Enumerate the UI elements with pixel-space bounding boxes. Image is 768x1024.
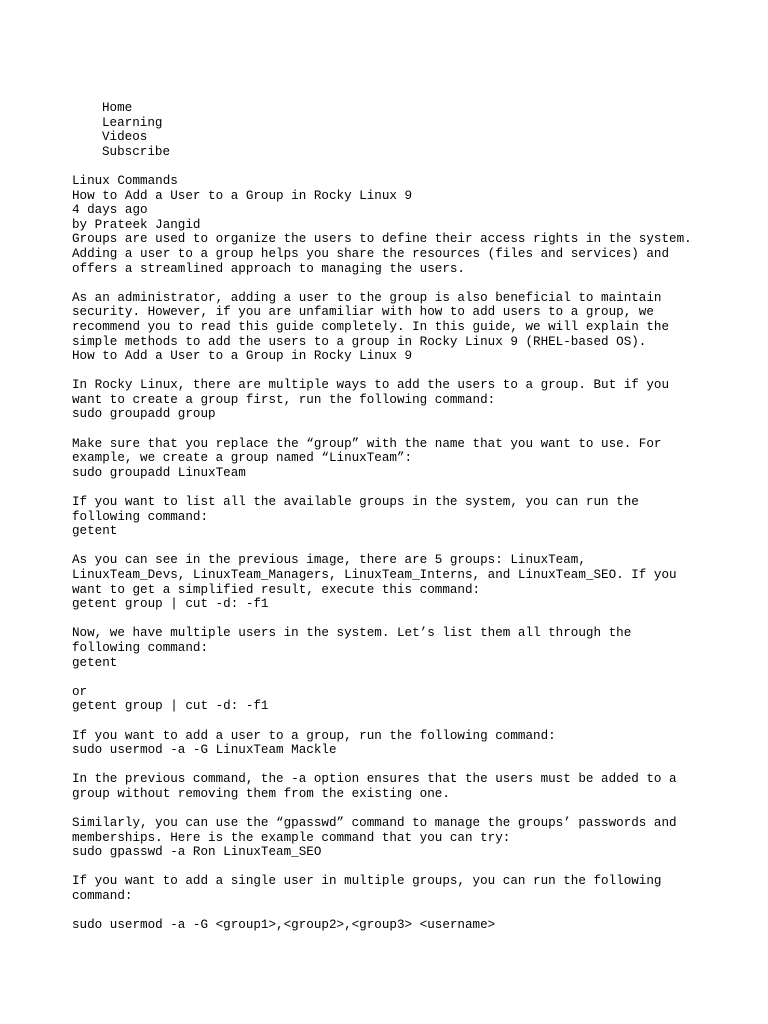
text-line: following command:	[72, 640, 209, 655]
nav-videos-link[interactable]: Videos	[102, 130, 148, 145]
code-getent-users: getent	[72, 655, 118, 670]
spacer	[72, 758, 712, 773]
text-line: Adding a user to a group helps you share the resources (files and services) and	[72, 246, 670, 261]
text-line: simple methods to add the users to a group in Rocky Linux 9 (RHEL-based OS).	[72, 334, 647, 349]
nav-learning-link[interactable]: Learning	[102, 115, 163, 130]
paragraph-4	[72, 437, 712, 466]
spacer	[72, 276, 712, 291]
code-usermod-multi: sudo usermod -a -G <group1>,<group2>,<group3> <username>	[72, 918, 496, 933]
text-line: Similarly, you can use the “gpasswd” command to manage the groups’ passwords and	[72, 816, 677, 831]
spacer	[72, 860, 712, 875]
paragraph-2	[72, 291, 712, 349]
code-gpasswd: sudo gpasswd -a Ron LinuxTeam_SEO	[72, 845, 322, 860]
paragraph-11	[72, 874, 712, 903]
spacer	[72, 364, 712, 379]
text-line: Now, we have multiple users in the system. Let’s list them all through the	[72, 626, 632, 641]
paragraph-7	[72, 626, 712, 655]
spacer	[72, 539, 712, 554]
spacer	[72, 670, 712, 685]
text-line: want to get a simplified result, execute this command:	[72, 582, 481, 597]
spacer	[72, 480, 712, 495]
code-getent-cut: getent group | cut -d: -f1	[72, 597, 269, 612]
section-heading: How to Add a User to a Group in Rocky Linux 9	[72, 349, 413, 364]
text-line: Groups are used to organize the users to define their access rights in the system.	[72, 232, 692, 247]
code-groupadd-linuxteam: sudo groupadd LinuxTeam	[72, 465, 246, 480]
site-nav	[72, 101, 712, 159]
text-line: command:	[72, 889, 133, 904]
text-line: In Rocky Linux, there are multiple ways to add the users to a group. But if you	[72, 378, 670, 393]
spacer	[72, 422, 712, 437]
or-text: or	[72, 684, 88, 699]
text-line: recommend you to read this guide completely. In this guide, we will explain the	[72, 319, 670, 334]
text-line: LinuxTeam_Devs, LinuxTeam_Managers, LinuxTeam_Interns, and LinuxTeam_SEO. If you	[72, 568, 677, 582]
text-line: memberships. Here is the example command that you can try:	[72, 830, 511, 845]
code-groupadd-group: sudo groupadd group	[72, 407, 216, 422]
spacer	[72, 802, 712, 817]
paragraph-3	[72, 378, 712, 407]
text-line: group without removing them from the existing one.	[72, 786, 450, 801]
text-line: want to create a group first, run the following command:	[72, 392, 496, 407]
text-line: If you want to add a single user in multiple groups, you can run the following	[72, 874, 662, 889]
text-line: offers a streamlined approach to managing the users.	[72, 261, 465, 276]
nav-subscribe-link[interactable]: Subscribe	[102, 144, 171, 159]
post-date: 4 days ago	[72, 203, 148, 218]
paragraph-10	[72, 816, 712, 845]
text-line: example, we create a group named “LinuxTeam”:	[72, 451, 413, 466]
page-content	[72, 101, 712, 933]
intro-paragraph	[72, 232, 712, 276]
code-getent-cut-2: getent group | cut -d: -f1	[72, 699, 269, 714]
code-usermod: sudo usermod -a -G LinuxTeam Mackle	[72, 743, 337, 758]
article-title: How to Add a User to a Group in Rocky Linux 9	[72, 188, 413, 203]
article	[72, 174, 712, 933]
spacer	[72, 714, 712, 729]
category-link[interactable]: Linux Commands	[72, 173, 178, 188]
text-line: As an administrator, adding a user to the group is also beneficial to maintain	[72, 290, 662, 305]
text-line: If you want to list all the available groups in the system, you can run the	[72, 495, 639, 510]
paragraph-8: If you want to add a user to a group, run the following command:	[72, 728, 556, 743]
code-getent: getent	[72, 524, 118, 539]
text-line: In the previous command, the -a option ensures that the users must be added to a	[72, 772, 677, 787]
author-byline[interactable]: by Prateek Jangid	[72, 217, 201, 232]
text-line: Make sure that you replace the “group” with the name that you want to use. For	[72, 436, 662, 451]
text-line: following command:	[72, 509, 209, 524]
text-line: security. However, if you are unfamiliar with how to add users to a group, we	[72, 305, 654, 320]
spacer	[72, 904, 712, 919]
spacer	[72, 612, 712, 627]
text-line: As you can see in the previous image, there are 5 groups: LinuxTeam,	[72, 553, 586, 568]
nav-home-link[interactable]: Home	[102, 101, 133, 115]
paragraph-9	[72, 772, 712, 801]
paragraph-5	[72, 495, 712, 524]
paragraph-6	[72, 553, 712, 597]
